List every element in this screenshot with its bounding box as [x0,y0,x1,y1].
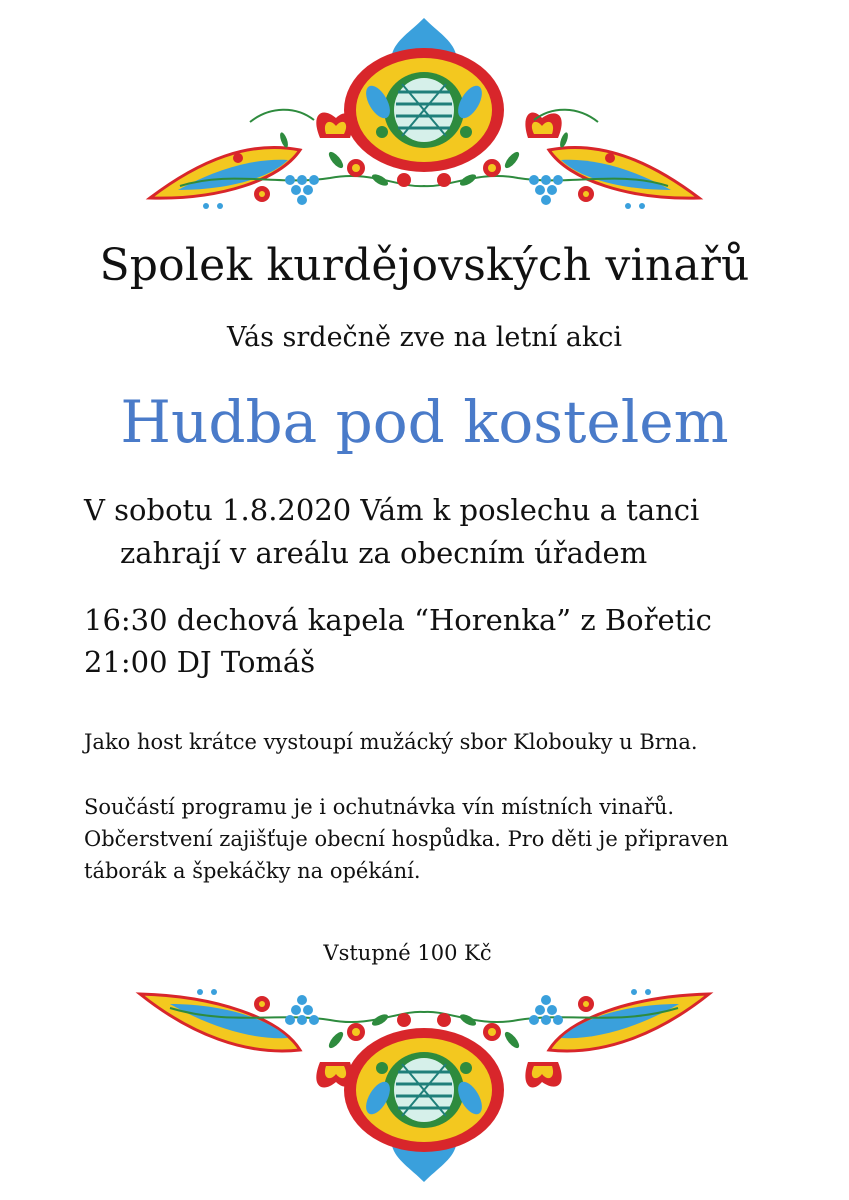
folk-ornament-top [0,10,849,220]
guest-info: Jako host krátce vystoupí mužácký sbor Klobouky u Brna. [84,730,698,754]
venue-line: zahrají v areálu za obecním úřadem [120,536,648,570]
schedule-item: 21:00 DJ Tomáš [84,645,316,679]
program-info-line: Občerstvení zajišťuje obecní hospůdka. Pro děti je připraven [84,827,729,851]
admission-price: Vstupné 100 Kč [323,941,492,965]
folk-ornament-bottom [0,985,849,1190]
page-title: Spolek kurdějovských vinařů [99,240,750,291]
date-line: V sobotu 1.8.2020 Vám k poslechu a tanci [84,493,700,527]
invitation-subtitle: Vás srdečně zve na letní akci [226,322,623,353]
program-info-line: Součástí programu je i ochutnávka vín místních vinařů. [84,795,675,819]
event-name: Hudba pod kostelem [120,388,729,456]
schedule-item: 16:30 dechová kapela “Horenka” z Bořetic [84,603,712,637]
program-info-line: táborák a špekáčky na opékání. [84,859,421,883]
